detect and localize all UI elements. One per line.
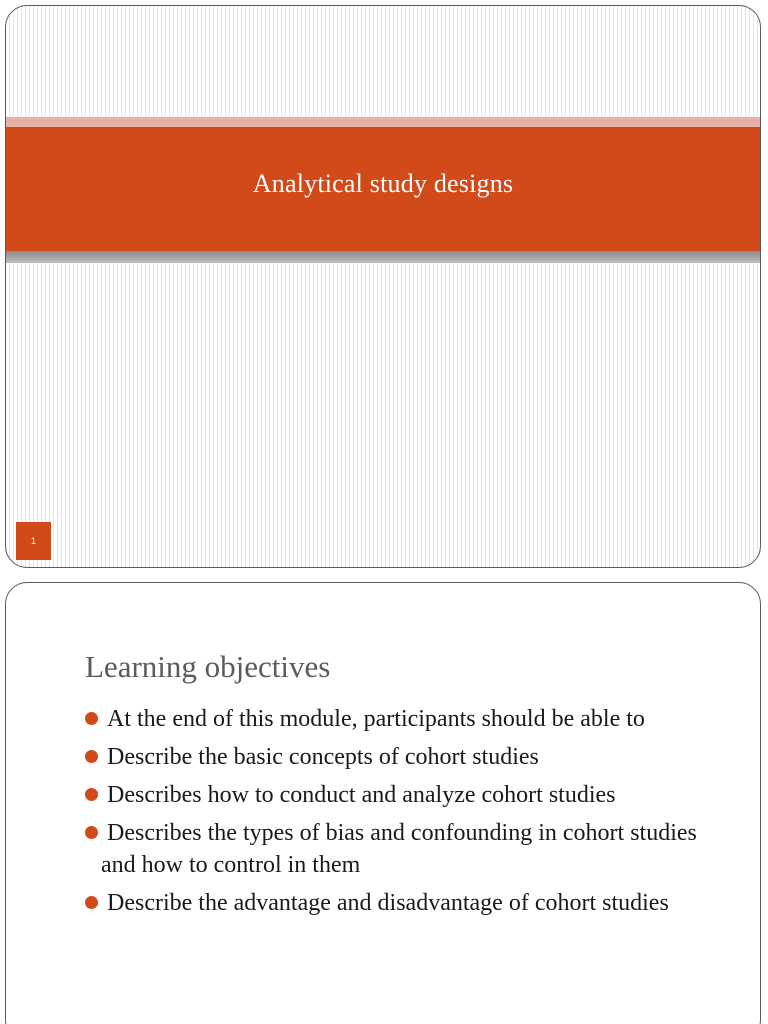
list-item xyxy=(85,741,725,773)
list-item-text: At the end of this module, participants should be able to xyxy=(107,706,645,732)
list-item xyxy=(85,703,725,735)
slide-2 xyxy=(5,582,761,1024)
bullet-dot-icon xyxy=(85,750,98,763)
slide-title: Analytical study designs xyxy=(252,169,514,198)
slide-heading: Learning objectives xyxy=(85,649,331,684)
list-item xyxy=(85,887,725,919)
bullet-dot-icon xyxy=(85,712,98,725)
list-item-text: Describe the advantage and disadvantage of cohort studies xyxy=(107,890,669,916)
slide-1 xyxy=(5,5,761,568)
list-item xyxy=(85,817,725,881)
list-item xyxy=(85,779,725,811)
title-band-highlight xyxy=(6,117,760,127)
objectives-list xyxy=(85,703,725,925)
slide-number-badge: 1 xyxy=(16,522,51,560)
list-item-text: Describes the types of bias and confounding in cohort studies and how to control in them xyxy=(101,820,697,878)
list-item-text: Describe the basic concepts of cohort studies xyxy=(107,744,539,770)
title-band xyxy=(6,127,760,251)
bullet-dot-icon xyxy=(85,826,98,839)
bullet-dot-icon xyxy=(85,788,98,801)
bullet-dot-icon xyxy=(85,896,98,909)
title-band-shadow xyxy=(6,251,760,263)
list-item-text: Describes how to conduct and analyze cohort studies xyxy=(107,782,616,808)
